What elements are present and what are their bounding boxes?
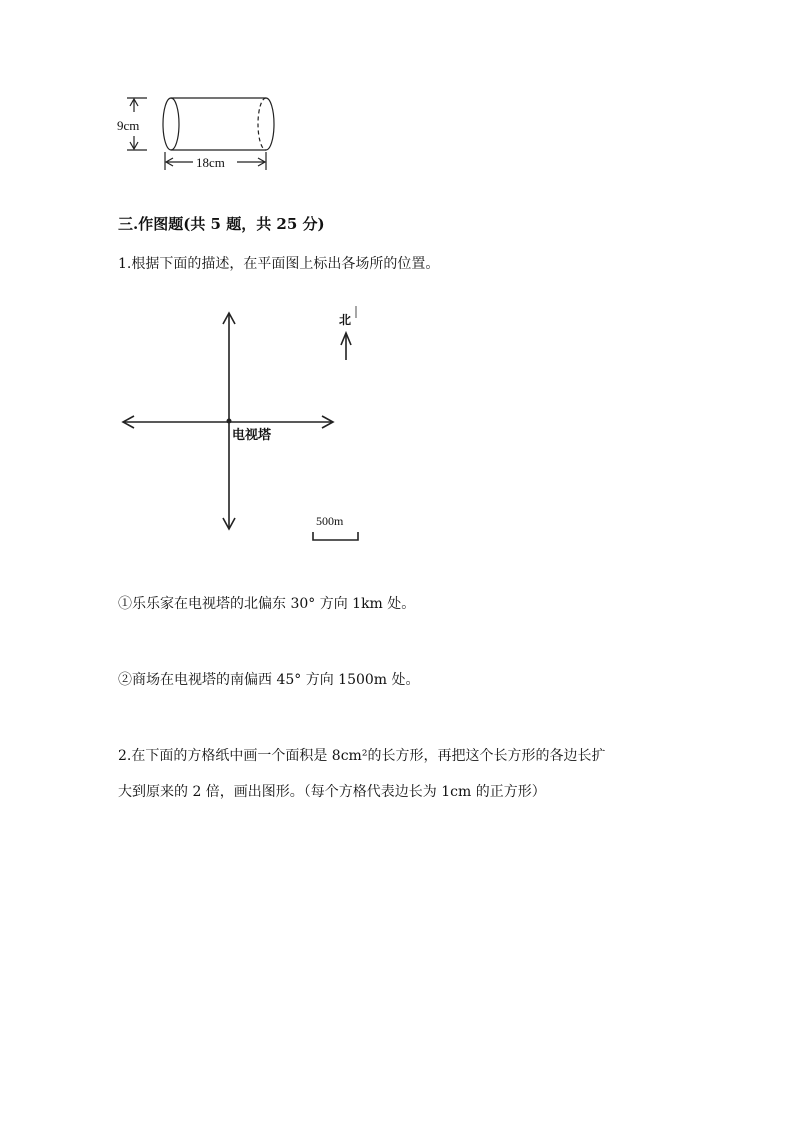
map-figure: [118, 300, 368, 550]
scale-label: 500m: [316, 514, 344, 528]
q2-line-1: 2.在下面的方格纸中画一个面积是 8cm²的长方形，再把这个长方形的各边长扩: [118, 748, 606, 764]
tv-tower-label: 电视塔: [232, 427, 272, 442]
length-label: 18cm: [196, 155, 225, 170]
height-label: 9cm: [117, 118, 140, 133]
cylinder-right-visible: [266, 98, 274, 150]
section-title: 三.作图题(共 5 题，共 25 分): [118, 215, 325, 233]
q1-prompt: 1.根据下面的描述，在平面图上标出各场所的位置。: [118, 256, 440, 272]
cylinder-left-end: [163, 98, 179, 150]
q1-item-1: ①乐乐家在电视塔的北偏东 30° 方向 1km 处。: [118, 596, 416, 612]
q1-item-2: ②商场在电视塔的南偏西 45° 方向 1500m 处。: [118, 672, 420, 688]
north-label: 北: [339, 313, 352, 327]
cylinder-right-hidden: [258, 98, 266, 150]
cylinder-figure: [115, 88, 290, 176]
q2-line-2: 大到原来的 2 倍，画出图形。（每个方格代表边长为 1cm 的正方形）: [118, 784, 546, 800]
scale-bar: [313, 532, 358, 540]
tv-tower-point: [227, 419, 232, 424]
